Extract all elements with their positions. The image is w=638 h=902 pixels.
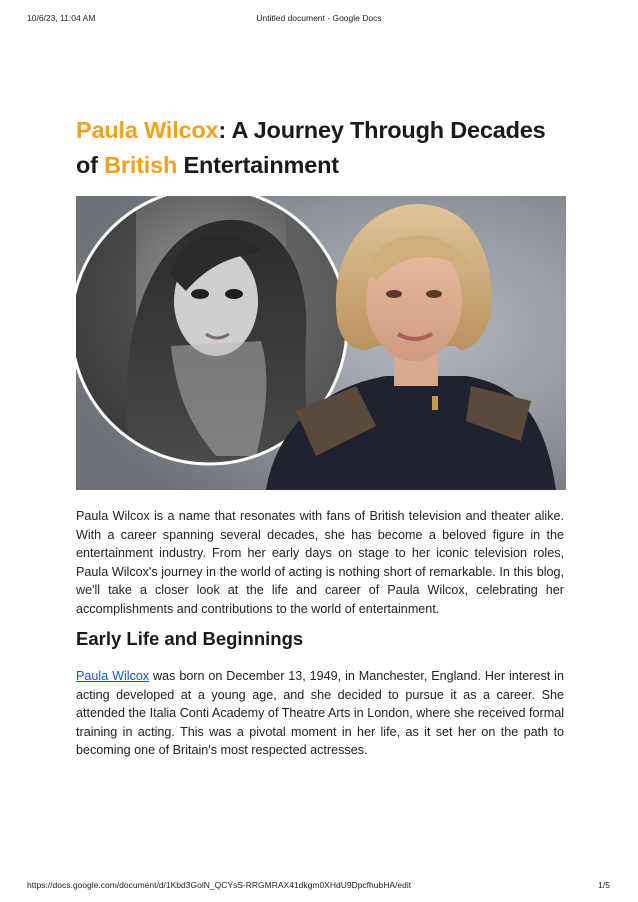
title-accent-british: British <box>104 152 178 178</box>
title-text-2: Entertainment <box>177 152 339 178</box>
section-heading-early-life: Early Life and Beginnings <box>76 628 304 649</box>
intro-paragraph: Paula Wilcox is a name that resonates with fans of British television and theater alike. With a career spanning several decades, she has become a beloved figure in the entertainment industry. From her early days on stage to her iconic television roles, Paula Wilcox's journey in the world of acting is nothing short of remarkable. In this blog, we'll take a closer look at the life and career of Paula Wilcox, celebrating her accomplishments and contributions to the world of entertainment. <box>76 509 564 616</box>
print-url: https://docs.google.com/document/d/1Kbd3GolN_QCYsS-RRGMRAX41dkgm0XHdU9DpcfhubHA/edit <box>27 880 412 890</box>
early-life-paragraph <box>76 667 564 760</box>
print-datetime: 10/6/23, 11:04 AM <box>27 13 96 23</box>
title-accent-name: Paula Wilcox <box>76 117 219 143</box>
page-title <box>76 113 566 183</box>
title-text-1: : A Journey Through Decades of <box>76 117 546 178</box>
hero-image <box>76 196 566 490</box>
early-life-text: was born on December 13, 1949, in Manchester, England. Her interest in acting developed at a young age, and she decided to pursue it as a career. She attended the Italia Conti Academy of Theatre Arts in London, where she received formal training in acting. This was a pivotal moment in her life, as it set her on the path to becoming one of Britain's most respected actresses. <box>76 669 564 757</box>
paula-wilcox-link[interactable]: Paula Wilcox <box>76 669 150 683</box>
print-page-number: 1/5 <box>598 880 610 890</box>
hero-illustration <box>76 196 566 490</box>
print-doc-title: Untitled document - Google Docs <box>256 13 382 23</box>
